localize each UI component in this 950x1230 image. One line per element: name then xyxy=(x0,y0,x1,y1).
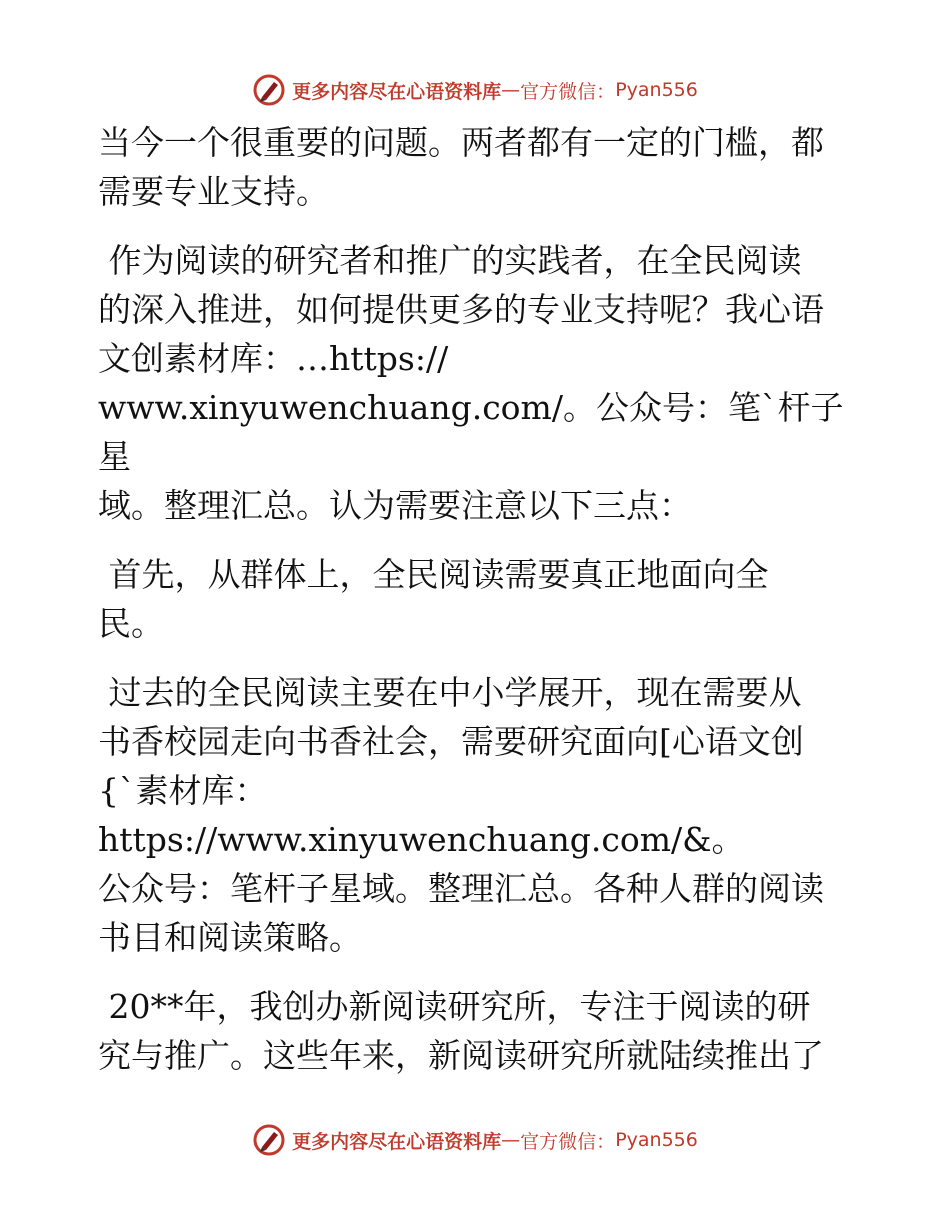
footer-banner xyxy=(0,1120,950,1160)
paragraph: 当今一个很重要的问题。两者都有一定的门槛，都 需要专业支持。 xyxy=(98,123,824,211)
banner-wechat-label: 官方微信： xyxy=(520,1130,616,1153)
paragraph: 作为阅读的研究者和推广的实践者，在全民阅读 的深入推进，如何提供更多的专业支持呢？我心语 文创素材库：…https:// www.xinyuwenchuang.com/。公众号：笔`杆子星 域。整理汇总。认为需要注意以下三点： xyxy=(98,241,844,525)
paragraph: 20**年，我创办新阅读研究所，专注于阅读的研 究与推广。这些年来，新阅读研究所就陆续推出了 xyxy=(98,987,824,1075)
banner-wechat-id: Pyan556 xyxy=(615,79,698,101)
header-banner xyxy=(0,70,950,110)
pen-logo-icon xyxy=(252,73,286,107)
banner-separator: — xyxy=(501,79,521,101)
banner-separator: — xyxy=(501,1129,521,1151)
banner-title: 更多内容尽在心语资料库 xyxy=(292,1130,502,1153)
banner-title: 更多内容尽在心语资料库 xyxy=(292,80,502,103)
paragraph: 首先，从群体上，全民阅读需要真正地面向全 民。 xyxy=(98,555,769,643)
banner-wechat-label: 官方微信： xyxy=(520,80,616,103)
paragraph: 过去的全民阅读主要在中小学展开，现在需要从 书香校园走向书香社会，需要研究面向[心语文创 {`素材库：https://www.xinyuwenchuang.com/&。 公众号：笔杆子星域。整理汇总。各种人群的阅读 书目和阅读策略。 xyxy=(98,673,824,957)
banner-wechat-id: Pyan556 xyxy=(615,1129,698,1151)
pen-logo-icon xyxy=(252,1123,286,1157)
document-body xyxy=(98,118,858,1100)
